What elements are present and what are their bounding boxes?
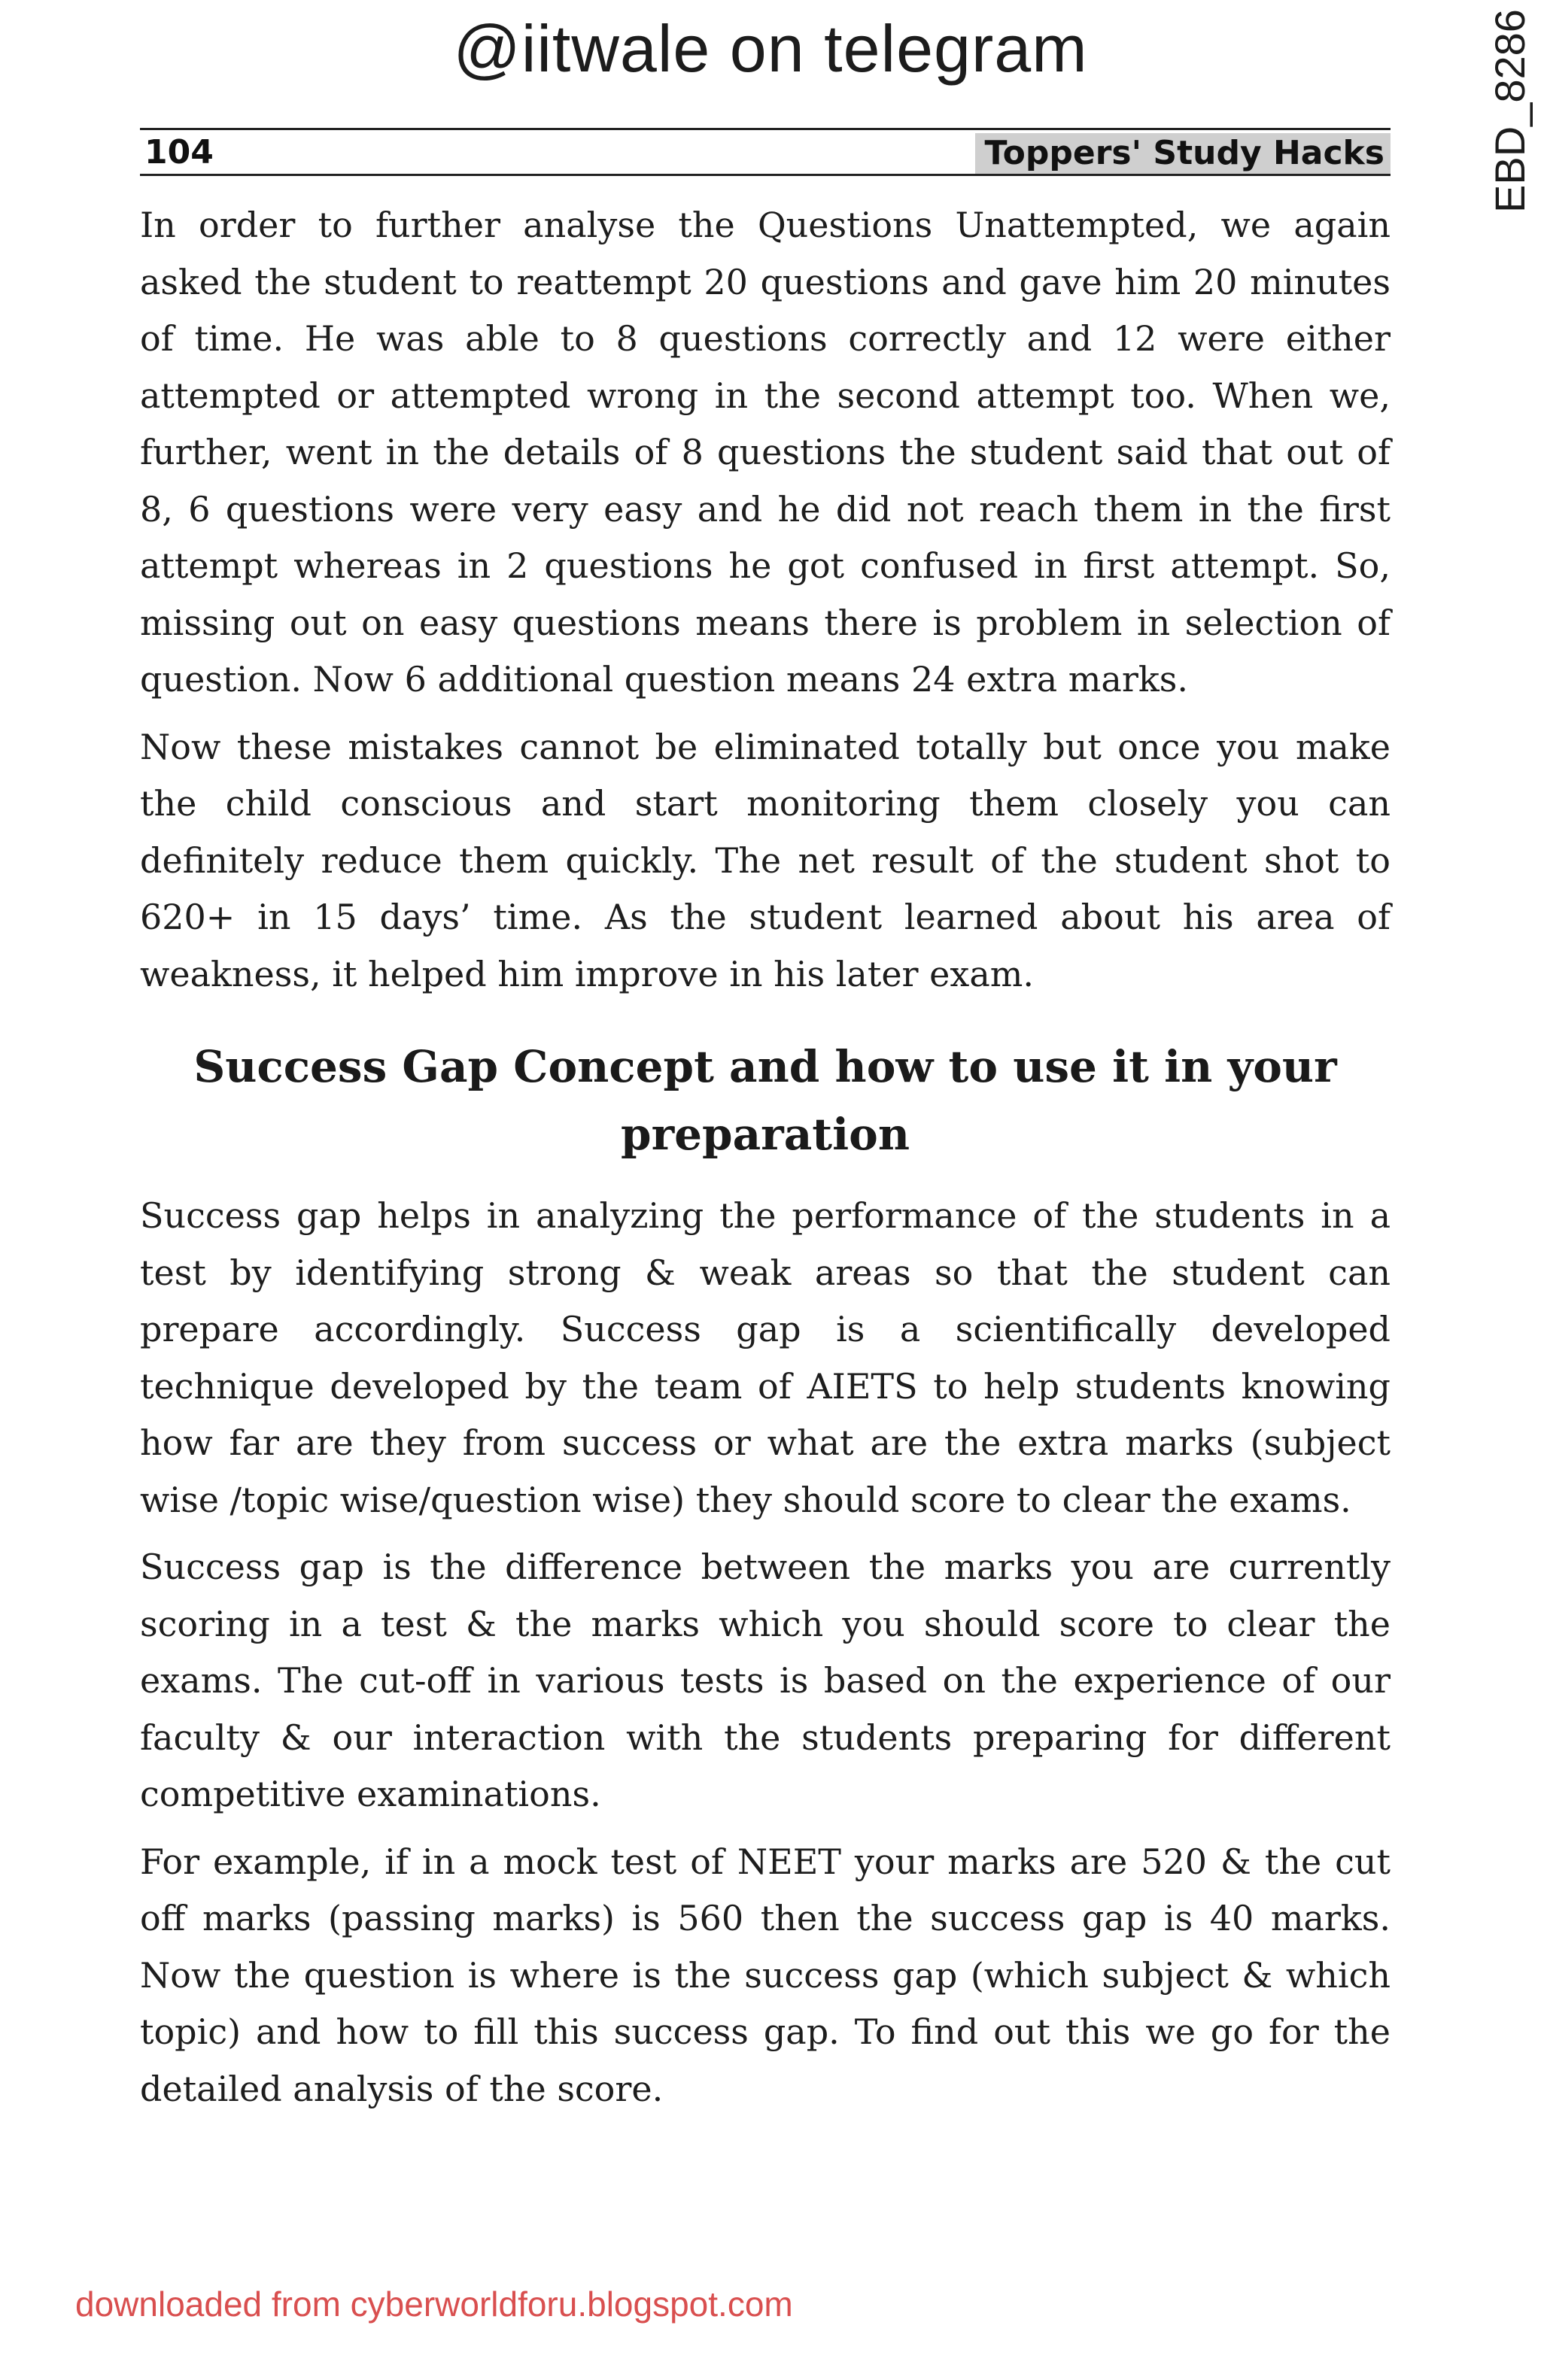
side-code-text: EBD_8286 [1485,8,1533,213]
watermark-telegram: @iitwale on telegram [453,11,1088,86]
page-number: 104 [144,133,214,172]
page-header [140,128,1391,176]
section-heading: Success Gap Concept and how to use it in your preparation [193,1041,1337,1160]
watermark-download-source: downloaded from cyberworldforu.blogspot.com [75,2284,793,2324]
paragraph-success-gap-definition: Success gap is the difference between the marks you are currently scoring in a test & the marks which you should score to clear the exams. The cut-off in various tests is based on the experience of our faculty & our interaction with the students preparing for different competitive examinations. [140,1547,1391,1814]
paragraph-mistakes: Now these mistakes cannot be eliminated totally but once you make the child conscious and start monitoring them closely you can definitely reduce them quickly. The net result of the student shot to 620+ in 15 days’ time. As the student learned about his area of weakness, it helped him improve in his later exam. [140,726,1391,994]
paragraph-success-gap-example: For example, if in a mock test of NEET your marks are 520 & the cut off marks (passing marks) is 560 then the success gap is 40 marks. Now the question is where is the success gap (which subject & which topic) and how to fill this success gap. To find out this we go for the detailed analysis of the score. [140,1841,1391,2109]
running-head: Toppers' Study Hacks [975,133,1391,174]
page-body [140,197,1391,2128]
paragraph-unattempted-analysis: In order to further analyse the Questions Unattempted, we again asked the student to reattempt 20 questions and gave him 20 minutes of time. He was able to 8 questions correctly and 12 were either attempted or attempted wrong in the second attempt too. When we, further, went in the details of 8 questions the student said that out of 8, 6 questions were very easy and he did not reach them in the first attempt whereas in 2 questions he got confused in first attempt. So, missing out on easy questions means there is problem in selection of question. Now 6 additional question means 24 extra marks. [140,205,1391,700]
paragraph-success-gap-intro: Success gap helps in analyzing the performance of the students in a test by identifying strong & weak areas so that the student can prepare accordingly. Success gap is a scientifically developed technique developed by the team of AIETS to help students knowing how far are they from success or what are the extra marks (subject wise /topic wise/question wise) they should score to clear the exams. [140,1195,1391,1520]
side-code [1472,9,1541,212]
